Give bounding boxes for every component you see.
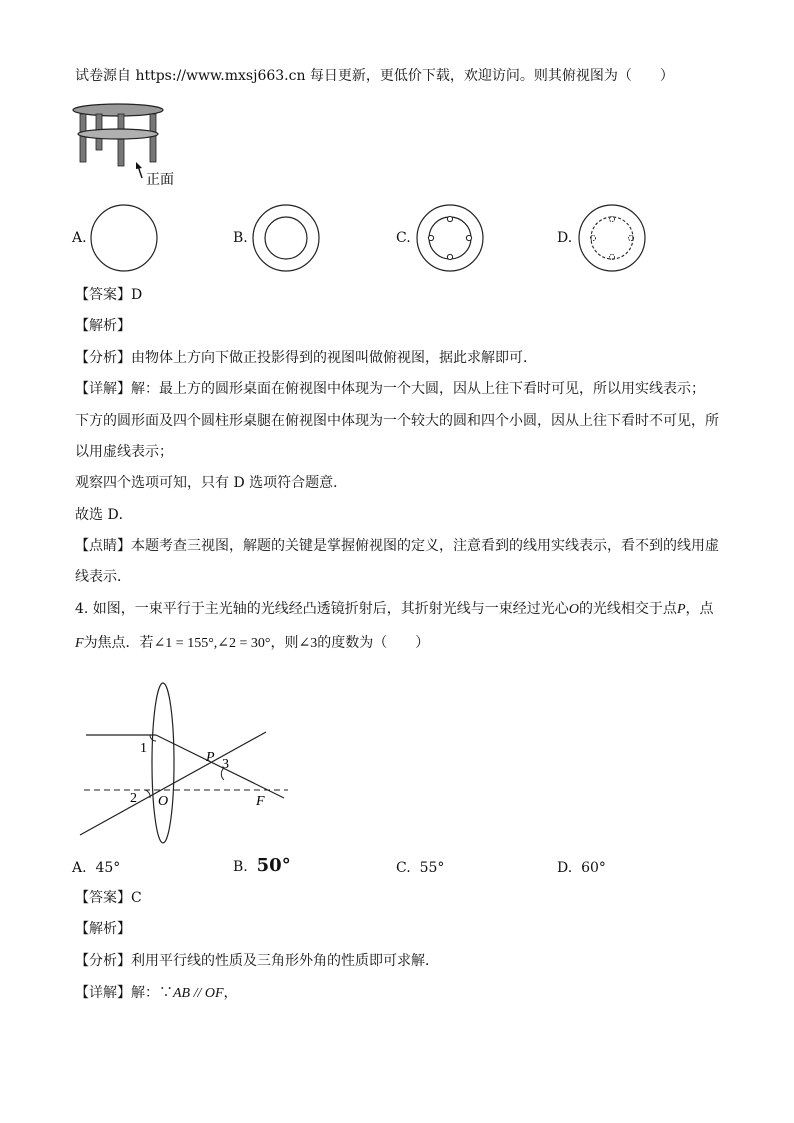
q4-option-a-value: 45° xyxy=(95,860,121,876)
q4-stem-point-f: F xyxy=(75,636,84,651)
q3-dianjing-line2: 线表示． xyxy=(75,569,131,585)
q3-dianjing-line1 xyxy=(75,536,719,556)
lens-figure xyxy=(78,680,298,845)
q4-stem-angle3: ∠3 xyxy=(298,636,318,651)
q4-option-d-value: 60° xyxy=(581,860,606,876)
q4-option-c xyxy=(396,858,444,878)
q3-option-b-letter: B. xyxy=(233,230,248,246)
q4-stem-text-f: 的度数为（ ） xyxy=(317,635,430,651)
q4-stem-point-p: P xyxy=(676,602,686,617)
q4-stem-angles: ∠1 = 155°,∠2 = 30° xyxy=(153,636,271,651)
q4-option-d xyxy=(557,858,606,878)
q3-answer xyxy=(75,285,142,305)
q3-xiangjie-line4: 观察四个选项可知，只有 D 选项符合题意． xyxy=(75,475,348,491)
q3-option-d-figure xyxy=(578,204,648,274)
angle-1-label: 1 xyxy=(140,741,147,756)
q4-analysis-tag: 【解析】 xyxy=(75,921,131,937)
q3-dianjing-tag: 【点睛】 xyxy=(75,538,131,554)
q4-xiangjie-math: AB // OF xyxy=(173,986,224,1001)
q3-option-a-figure xyxy=(90,204,160,274)
q3-option-c-figure xyxy=(416,204,486,274)
q4-option-b-value: 50° xyxy=(256,855,291,876)
q3-fenxi-tag: 【分析】 xyxy=(75,350,131,366)
table-figure xyxy=(70,96,190,191)
q4-stem-line2 xyxy=(75,633,429,654)
q3-option-b-figure xyxy=(252,204,322,274)
point-p-label: P xyxy=(206,750,215,765)
q3-xiangjie-tag: 【详解】 xyxy=(75,381,131,397)
q4-option-a-letter: A. xyxy=(72,860,87,876)
q4-option-c-value: 55° xyxy=(419,860,445,876)
q3-xiangjie-line1 xyxy=(75,379,705,399)
q4-xiangjie-tag: 【详解】 xyxy=(75,985,131,1001)
q3-answer-tag: 【答案】 xyxy=(75,287,131,303)
q4-fenxi-tag: 【分析】 xyxy=(75,953,131,969)
q3-option-d-letter: D. xyxy=(557,230,573,246)
q3-analysis-tag: 【解析】 xyxy=(75,318,131,334)
q4-answer-value: C xyxy=(131,890,142,906)
q4-answer xyxy=(75,888,142,908)
q3-fenxi xyxy=(75,348,537,368)
q4-stem-text-a: 4. 如图，一束平行于主光轴的光线经凸透镜折射后，其折射光线与一束经过光心 xyxy=(75,601,569,617)
q4-fenxi-text: 利用平行线的性质及三角形外角的性质即可求解． xyxy=(131,953,439,969)
q3-option-c-letter: C. xyxy=(396,230,411,246)
angle-2-label: 2 xyxy=(130,791,137,806)
q3-xiangjie-line2: 下方的圆形面及四个圆柱形桌腿在俯视图中体现为一个较大的圆和四个小圆，因从上往下看时不可见，所 xyxy=(75,413,719,429)
q4-option-c-letter: C. xyxy=(396,860,411,876)
q4-stem-text-e: ，则 xyxy=(270,635,299,651)
q3-answer-value: D xyxy=(131,287,143,303)
front-label: 正面 xyxy=(146,173,174,188)
q4-xiangjie-text-a: 解：∵ xyxy=(131,985,173,1001)
q4-option-b-letter: B. xyxy=(233,859,248,875)
q3-option-a-letter: A. xyxy=(72,230,87,246)
q4-stem-text-d: 为焦点．若 xyxy=(83,635,154,651)
q4-option-d-letter: D. xyxy=(557,860,573,876)
q4-option-a xyxy=(72,858,120,878)
q3-dianjing-text1: 本题考查三视图，解题的关键是掌握俯视图的定义，注意看到的线用实线表示，看不到的线用虚 xyxy=(131,538,719,554)
q4-stem-line1 xyxy=(75,599,714,620)
q4-xiangjie xyxy=(75,983,238,1004)
q4-xiangjie-text-b: ， xyxy=(223,985,238,1001)
point-o-label: O xyxy=(158,794,169,809)
q4-fenxi xyxy=(75,951,439,971)
q4-option-b xyxy=(233,856,291,877)
q4-answer-tag: 【答案】 xyxy=(75,890,131,906)
q3-xiangjie-text1: 解：最上方的圆形桌面在俯视图中体现为一个大圆，因从上往下看时可见，所以用实线表示； xyxy=(131,381,705,397)
q4-stem-text-c: ，点 xyxy=(685,601,714,617)
q4-stem-text-b: 的光线相交于点 xyxy=(578,601,677,617)
q3-header-line: 试卷源自 https://www.mxsj663.cn 每日更新，更低价下载，欢迎访问。则其俯视图为（ ） xyxy=(75,68,674,84)
q3-xiangjie-line5: 故选 D． xyxy=(75,507,133,523)
point-f-label: F xyxy=(256,794,265,809)
q3-xiangjie-line3: 以用虚线表示； xyxy=(75,444,173,460)
angle-3-label: 3 xyxy=(222,757,229,772)
q3-fenxi-text: 由物体上方向下做正投影得到的视图叫做俯视图，据此求解即可． xyxy=(131,350,537,366)
q4-stem-point-o: O xyxy=(568,602,579,617)
